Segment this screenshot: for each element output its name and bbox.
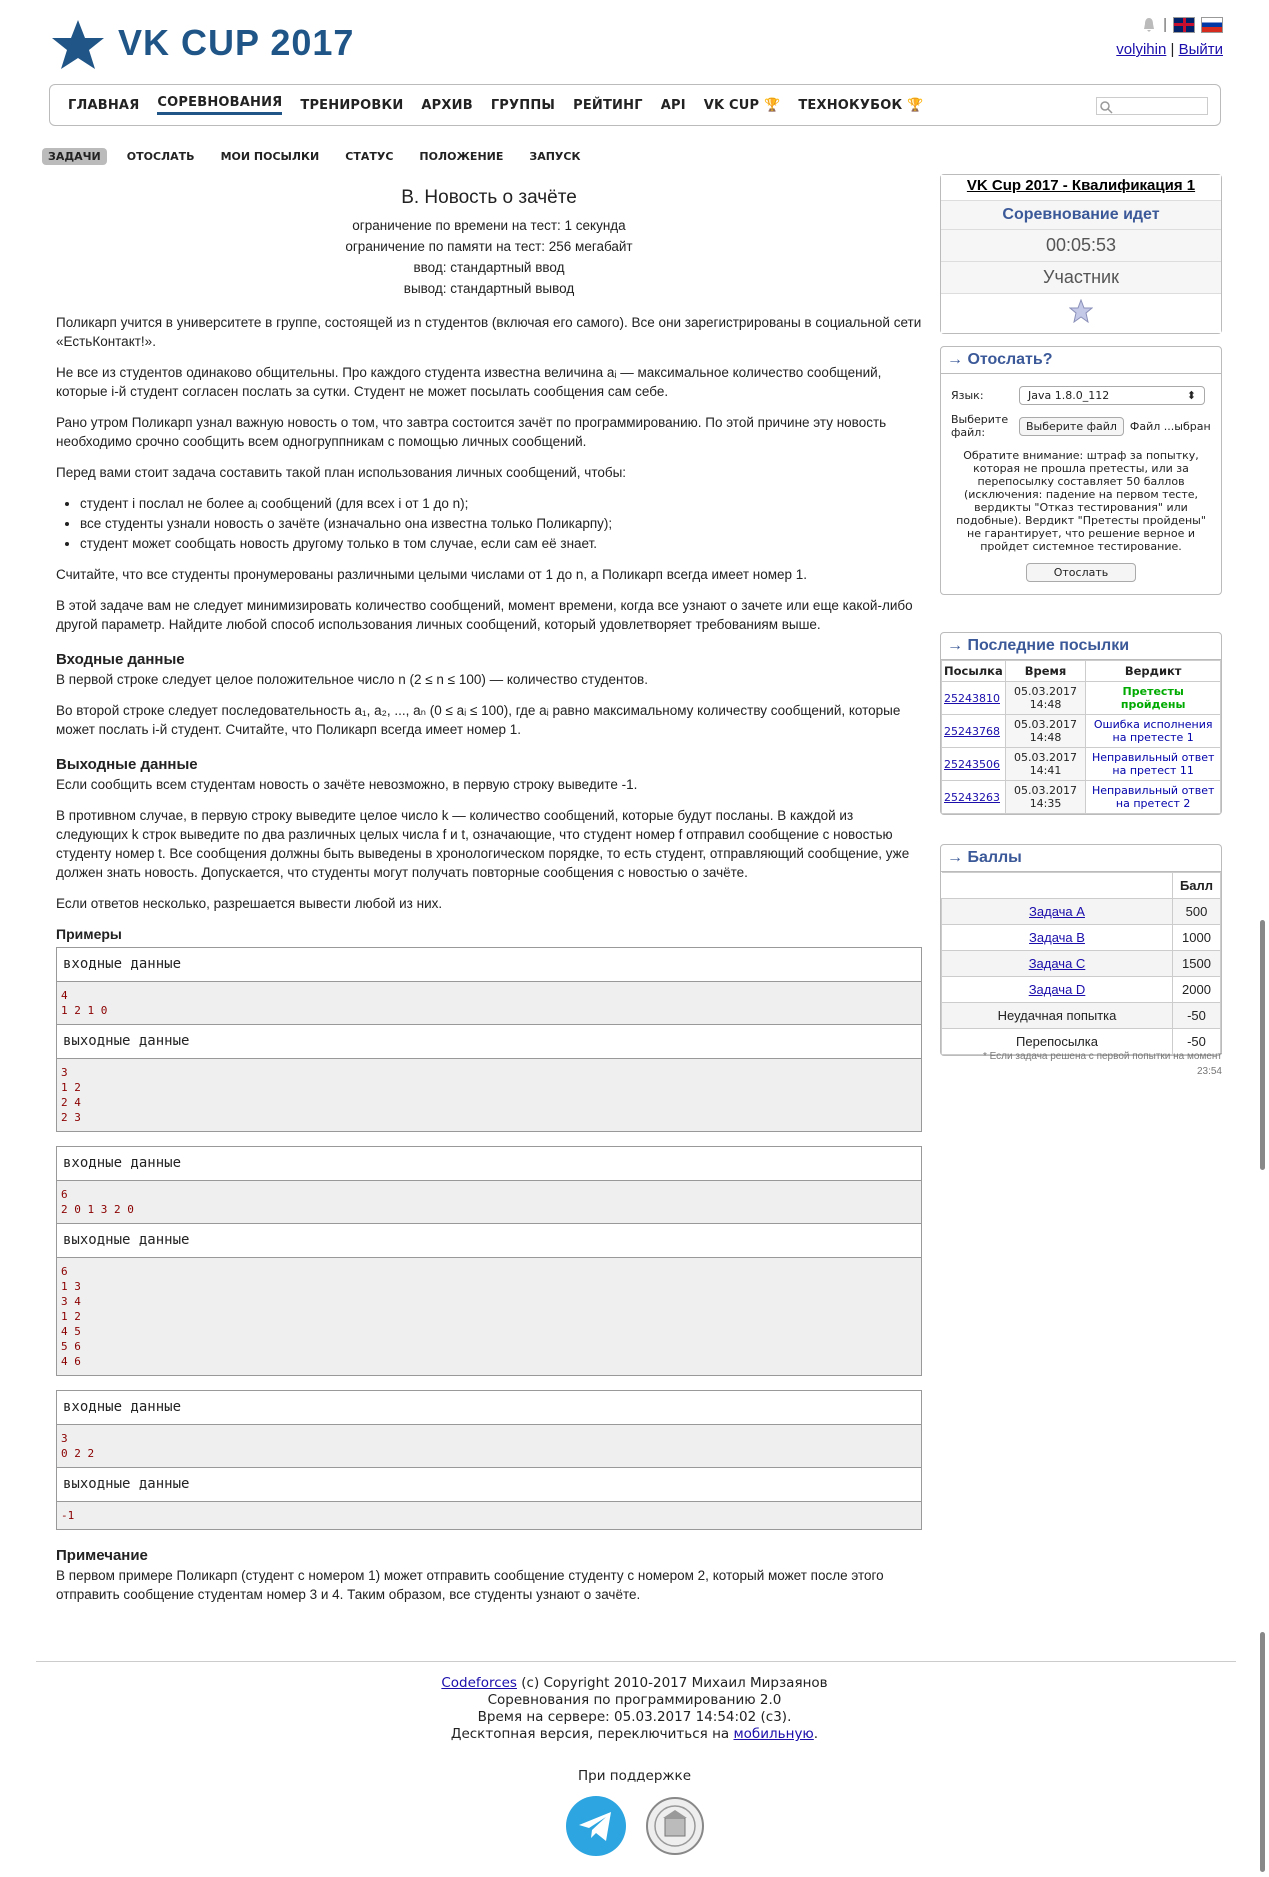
menu-item-technocup-label: ТЕХНОКУБОК (798, 97, 903, 113)
contest-name (941, 175, 1221, 201)
submission-time: 05.03.2017 14:48 (1005, 682, 1086, 715)
sample-test (56, 1390, 922, 1530)
scrollbar-thumb[interactable] (1260, 1632, 1265, 1872)
submission-verdict: Неправильный ответ на претест 11 (1086, 748, 1221, 781)
table-header-row (942, 661, 1221, 682)
tab-problems[interactable]: ЗАДАЧИ (42, 148, 107, 165)
sample-input[interactable]: 6 2 0 1 3 2 0 (57, 1181, 921, 1224)
problem-title: B. Новость о зачёте (401, 187, 577, 208)
list-item: • студент может сообщать новость другому только в том случае, если сам её знает. (80, 534, 922, 553)
examples-title: Примеры (56, 926, 122, 942)
problem-a-link[interactable]: Задача A (1029, 904, 1085, 919)
output-spec-title: Выходные данные (56, 756, 198, 773)
contest-name-link[interactable]: VK Cup 2017 - Квалификация 1 (966, 177, 1196, 194)
language-select[interactable] (1019, 386, 1205, 405)
output-spec-paragraph: Если сообщить всем студентам новость о зачёте невозможно, в первую строку выведите -1. (56, 777, 638, 792)
codeforces-link[interactable]: Codeforces (441, 1675, 517, 1691)
time-limit: ограничение по времени на тест: 1 секунда (352, 218, 626, 233)
input-spec-paragraph: Во второй строке следует последовательность a₁, a₂, ..., aₙ (0 ≤ aᵢ ≤ 100), где aᵢ равно максимальному количеству сообщений, которые может послать i-й студент. Считайте, что Поликарп всегда имеет номер 1. (56, 703, 901, 737)
english-flag-icon[interactable] (1173, 17, 1195, 33)
submission-verdict: Неправильный ответ на претест 2 (1086, 781, 1221, 814)
submission-id-link[interactable]: 25243506 (944, 757, 1000, 771)
score-value: -50 (1173, 1029, 1221, 1055)
table-header-row (942, 873, 1221, 899)
submissions-table (941, 660, 1221, 814)
footer-tagline: Соревнования по программированию 2.0 (487, 1692, 782, 1708)
file-status: Файл ...ыбран (1129, 419, 1211, 433)
table-row (942, 682, 1221, 715)
submission-verdict: Ошибка исполнения на претесте 1 (1086, 715, 1221, 748)
desktop-version-text: Десктопная версия, переключиться на (450, 1726, 734, 1742)
scores-table (941, 872, 1221, 1055)
sample-output-header: выходные данные (57, 1468, 921, 1502)
table-row (942, 715, 1221, 748)
menu-item-contests[interactable]: СОРЕВНОВАНИЯ (157, 95, 282, 115)
penalty-name: Перепосылка (942, 1029, 1173, 1055)
contest-status: Соревнование идет (941, 201, 1221, 230)
search-input[interactable] (1096, 97, 1208, 115)
legend-paragraph: В этой задаче вам не следует минимизировать количество сообщений, момент времени, когда все узнают о зачете или еще какой-либо другой параметр. Найдите любой способ использования личных сообщений, который удовлетворяет требованиям выше. (56, 598, 913, 632)
last-submissions-box (940, 632, 1222, 815)
mobile-version-link[interactable]: мобильную (733, 1726, 814, 1742)
menu-item-archive[interactable]: АРХИВ (421, 97, 473, 113)
trophy-icon: 🏆 (907, 97, 924, 113)
table-row (942, 925, 1221, 951)
divider: | (1170, 41, 1175, 58)
legend-paragraph: Рано утром Поликарп узнал важную новость о том, что завтра состоится зачёт по программированию. По этой причине эту новость необходимо срочно сообщить всем одногруппникам с помощью личных сообщений. (56, 415, 887, 449)
column-header: Балл (1173, 873, 1221, 899)
tab-my-submissions[interactable]: МОИ ПОСЫЛКИ (220, 150, 320, 163)
submission-time: 05.03.2017 14:41 (1005, 748, 1086, 781)
sample-output[interactable]: 3 1 2 2 4 2 3 (57, 1059, 921, 1131)
select-arrows-icon: ⬍ (1186, 389, 1196, 402)
menu-item-rating[interactable]: РЕЙТИНГ (573, 97, 643, 113)
sample-input-header: входные данные (57, 1147, 921, 1181)
conditions-list (56, 494, 922, 553)
main-menu (49, 84, 1221, 126)
menu-item-groups[interactable]: ГРУППЫ (490, 97, 556, 113)
legend-paragraph: Не все из студентов одинаково общительны. Про каждого студента известна величина aᵢ — максимальное количество сообщений, которые i-й студент согласен послать за сутки. Студент не может посылать сообщения сам себе. (56, 365, 882, 399)
choose-file-button[interactable]: Выберите файл (1019, 417, 1124, 436)
table-row (942, 977, 1221, 1003)
scrollbar-thumb[interactable] (1260, 920, 1265, 1170)
scores-box (940, 844, 1222, 1056)
file-label: Выберите файл: (951, 413, 1009, 439)
sample-input-header: входные данные (57, 948, 921, 982)
menu-item-api[interactable]: API (660, 97, 686, 113)
sample-output-header: выходные данные (57, 1025, 921, 1059)
search-icon (1099, 100, 1113, 114)
submit-box (940, 346, 1222, 595)
sample-input[interactable]: 3 0 2 2 (57, 1425, 921, 1468)
submit-button[interactable]: Отослать (1026, 563, 1136, 582)
footer-divider (36, 1661, 1236, 1662)
menu-item-gym[interactable]: ТРЕНИРОВКИ (300, 97, 404, 113)
problem-b-link[interactable]: Задача B (1029, 930, 1085, 945)
tab-submit[interactable]: ОТОСЛАТЬ (126, 150, 195, 163)
participant-role: Участник (941, 262, 1221, 294)
score-value: 500 (1173, 899, 1221, 925)
language-value: Java 1.8.0_112 (1028, 389, 1110, 402)
penalty-notice: Обратите внимание: штраф за попытку, которая не прошла претесты, или за перепосылку составляет 50 баллов (исключения: падение на первом тесте, вердикты "Отказ тестирования" или подобные). Вердикт "Претесты пройдены" не гарантирует, что решение верное и пройдет системное тестирование. (956, 449, 1206, 553)
table-row (942, 1003, 1221, 1029)
username-link[interactable]: volyihin (1116, 41, 1167, 58)
language-area (1141, 16, 1223, 33)
favourite-row (941, 294, 1221, 333)
score-value: 1000 (1173, 925, 1221, 951)
sample-output[interactable]: 6 1 3 3 4 1 2 4 5 5 6 4 6 (57, 1258, 921, 1375)
legend-paragraph: Перед вами стоит задача составить такой план использования личных сообщений, чтобы: (56, 465, 627, 480)
contest-info-box (940, 174, 1222, 334)
submission-id-link[interactable]: 25243768 (944, 724, 1000, 738)
problem-c-link[interactable]: Задача C (1028, 956, 1086, 971)
submission-time: 05.03.2017 14:48 (1005, 715, 1086, 748)
submission-id-link[interactable]: 25243810 (944, 691, 1000, 705)
contest-timer: 00:05:53 (941, 230, 1221, 262)
sample-input-header: входные данные (57, 1391, 921, 1425)
menu-item-vkcup-label: VK CUP (703, 97, 760, 113)
telegram-icon[interactable] (565, 1795, 627, 1857)
user-links (1116, 41, 1223, 58)
divider: | (1163, 16, 1167, 33)
university-seal-icon[interactable] (645, 1796, 705, 1856)
scores-note-time: 23:54 (1196, 1066, 1222, 1077)
note-title: Примечание (56, 1547, 148, 1564)
star-icon[interactable] (1069, 299, 1093, 323)
last-submissions-caption: → Последние посылки (941, 633, 1221, 660)
bell-icon[interactable] (1141, 17, 1157, 33)
memory-limit: ограничение по памяти на тест: 256 мегабайт (345, 239, 633, 254)
russian-flag-icon[interactable] (1201, 17, 1223, 33)
table-row (942, 781, 1221, 814)
logout-link[interactable]: Выйти (1178, 41, 1223, 58)
support-label: При поддержке (577, 1768, 692, 1784)
output-spec-paragraph: Если ответов несколько, разрешается вывести любой из них. (56, 896, 443, 911)
star-logo-icon[interactable] (50, 18, 106, 72)
input-spec-paragraph: В первой строке следует целое положительное число n (2 ≤ n ≤ 100) — количество студентов. (56, 672, 648, 687)
score-value: -50 (1173, 1003, 1221, 1029)
input-file: ввод: стандартный ввод (413, 260, 565, 275)
problem-statement (56, 188, 922, 1616)
footer (0, 1675, 1269, 1743)
legend-paragraph: Считайте, что все студенты пронумерованы различными целыми числами от 1 до n, а Поликарп всегда имеет номер 1. (56, 567, 808, 582)
server-time: Время на сервере: 05.03.2017 14:54:02 (c3). (477, 1709, 792, 1725)
logo-text[interactable]: VK CUP 2017 (118, 22, 355, 63)
list-item: • все студенты узнали новость о зачёте (изначально она известна только Поликарпу); (80, 514, 922, 533)
problem-d-link[interactable]: Задача D (1028, 982, 1086, 997)
sample-output[interactable]: -1 (57, 1502, 921, 1529)
menu-item-home[interactable]: ГЛАВНАЯ (68, 97, 140, 113)
sample-test (56, 947, 922, 1132)
legend-paragraph: Поликарп учится в университете в группе, состоящей из n студентов (включая его самого). Все они зарегистрированы в социальной сети «ЕстьКонтакт!». (56, 315, 922, 349)
tab-status[interactable]: СТАТУС (345, 150, 394, 163)
scores-note-text: * Если задача решена с первой попытки на момент (982, 1051, 1222, 1062)
submission-verdict: Претесты пройдены (1086, 682, 1221, 715)
submission-id-link[interactable]: 25243263 (944, 790, 1000, 804)
column-header: Посылка (942, 661, 1006, 682)
trophy-icon: 🏆 (763, 97, 781, 113)
footer-period: . (813, 1726, 819, 1742)
submit-box-caption: → Отослать? (941, 347, 1221, 374)
note-paragraph: В первом примере Поликарп (студент с номером 1) может отправить сообщение студенту с номером 2, который может после этого отправить сообщение студентам номер 3 и 4. Таким образом, все студенты узнают о зачёте. (56, 1568, 884, 1602)
sample-test (56, 1146, 922, 1376)
submit-form (941, 374, 1221, 594)
score-value: 2000 (1173, 977, 1221, 1003)
output-file: вывод: стандартный вывод (403, 281, 575, 296)
tab-custom-invocation[interactable]: ЗАПУСК (529, 150, 581, 163)
sample-output-header: выходные данные (57, 1224, 921, 1258)
penalty-name: Неудачная попытка (942, 1003, 1173, 1029)
scores-caption: → Баллы (941, 845, 1221, 872)
list-item: • студент i послал не более aᵢ сообщений (для всех i от 1 до n); (80, 494, 922, 513)
score-value: 1500 (1173, 951, 1221, 977)
submission-time: 05.03.2017 14:35 (1005, 781, 1086, 814)
column-header: Время (1005, 661, 1086, 682)
language-label: Язык: (951, 389, 984, 402)
column-header (942, 873, 1173, 899)
table-row (942, 951, 1221, 977)
column-header: Вердикт (1086, 661, 1221, 682)
table-row (942, 748, 1221, 781)
table-row (942, 899, 1221, 925)
tab-standings[interactable]: ПОЛОЖЕНИЕ (419, 150, 504, 163)
scores-note (940, 1049, 1222, 1079)
input-spec-title: Входные данные (56, 651, 185, 668)
copyright-text: (c) Copyright 2010-2017 Михаил Мирзаянов (516, 1675, 828, 1691)
menu-item-vkcup[interactable] (704, 98, 781, 113)
output-spec-paragraph: В противном случае, в первую строку выведите целое число k — количество сообщений, которые будут посланы. В каждой из следующих k строк выведите по два различных целых числа f и t, означающие, что студент номер f отправил сообщение с новостью студенту номер t. Все сообщения должны быть выведены в хронологическом порядке, то есть студент, отправляющий сообщение, уже должен знать новость. Допускается, что студенты могут получать повторные сообщения с новостью о зачёте. (56, 808, 910, 880)
second-level-menu (42, 148, 586, 165)
menu-item-technocup[interactable] (798, 98, 923, 113)
sample-input[interactable]: 4 1 2 1 0 (57, 982, 921, 1025)
